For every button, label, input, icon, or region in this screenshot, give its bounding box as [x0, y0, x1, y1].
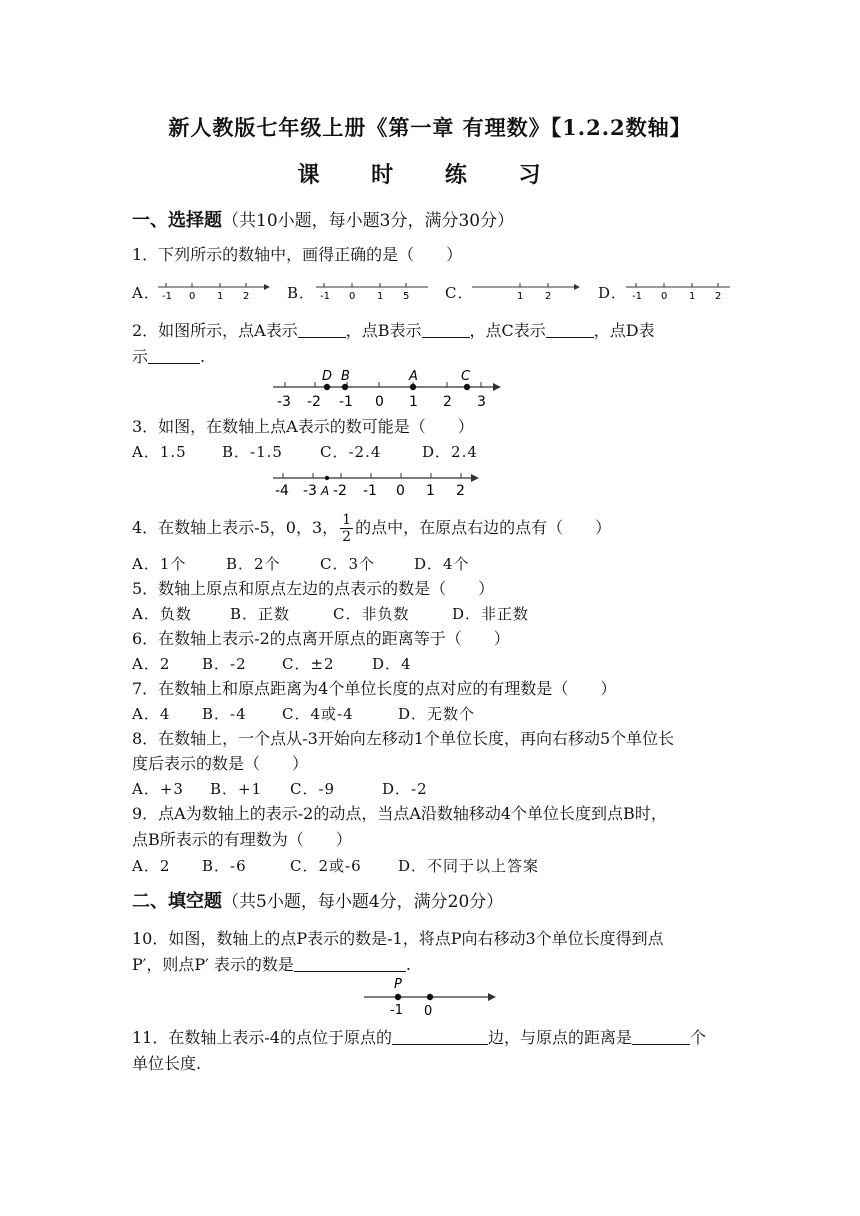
q3-tick-label: 1 [426, 483, 435, 499]
q11-text: 个 [689, 1028, 706, 1047]
section-note: （共5小题，每小题4分，满分20分） [222, 892, 504, 912]
q7-option-a: A．4 [132, 705, 171, 723]
q3-tick-label: -2 [333, 483, 347, 499]
q2-point-label: D [322, 369, 333, 384]
q4-option-c: C．3个 [320, 555, 376, 573]
q10-tick-label: -1 [390, 1003, 403, 1018]
q1d-tick-label: -1 [632, 291, 642, 302]
q4-text: 的点中，在原点右边的点有（ ） [355, 518, 612, 537]
q1-axis-c [470, 276, 582, 302]
q2-tick-label: 3 [477, 394, 486, 410]
question-2-line-1 [132, 320, 732, 342]
question-3: 3．如图，在数轴上点A表示的数可能是（ ） [132, 417, 474, 436]
section-note: （共10小题，每小题3分，满分30分） [222, 211, 515, 231]
q7-option-d: D．无数个 [398, 705, 476, 723]
q5-option-b: B．正数 [230, 605, 291, 623]
question-4 [132, 512, 732, 545]
q2-tick-label: 2 [443, 394, 452, 410]
question-11-line-2: 单位长度. [132, 1054, 202, 1073]
question-2-line-2 [132, 346, 732, 368]
q1d-tick-label: 2 [715, 291, 722, 302]
q11-text: 11．在数轴上表示-4的点位于原点的 [132, 1028, 392, 1047]
q2-point-label: C [461, 369, 471, 384]
question-6: 6．在数轴上表示-2的点离开原点的距离等于（ ） [132, 629, 510, 648]
q2-answer-blank-d[interactable] [148, 347, 200, 364]
q4-text: 4．在数轴上表示-5，0，3， [132, 518, 339, 537]
section-title: 一、选择题 [132, 210, 222, 231]
q6-option-d: D．4 [372, 655, 412, 673]
q3-tick-label: 0 [396, 483, 405, 499]
q1-axis-a [152, 276, 272, 302]
q9-option-c: C．2或-6 [290, 857, 362, 875]
q1d-tick-label: 1 [689, 291, 696, 302]
q3-tick-label: -3 [303, 483, 317, 499]
question-1: 1．下列所示的数轴中，画得正确的是（ ） [132, 245, 463, 264]
q4-option-d: D．4个 [414, 555, 470, 573]
q2-text: . [200, 347, 206, 366]
q4-fraction [340, 512, 353, 545]
fraction-denominator: 2 [342, 529, 352, 545]
page-title: 新人教版七年级上册《第一章 有理数》【1.2.2数轴】 [168, 115, 692, 140]
q1a-tick-label: 0 [189, 291, 196, 302]
q1b-tick-label: 5 [403, 291, 410, 302]
section-heading-choice [132, 206, 514, 232]
q1d-tick-label: 0 [661, 291, 668, 302]
question-9-line-1: 9．点A为数轴上的表示-2的动点，当点A沿数轴移动4个单位长度到点B时， [132, 804, 667, 823]
q1b-tick-label: -1 [320, 291, 330, 302]
q10-point-p [395, 994, 401, 1000]
q2-text: ，点B表示 [345, 321, 422, 340]
q10-text: P′，则点P′ 表示的数是 [132, 955, 294, 974]
question-10-line-2 [132, 954, 732, 976]
q3-option-d: D．2.4 [422, 443, 478, 461]
q10-number-line [360, 974, 500, 1018]
q1a-tick-label: 1 [217, 291, 224, 302]
q2-tick-label: -3 [277, 394, 291, 410]
q2-tick-label: -1 [339, 394, 353, 410]
q5-option-d: D．非正数 [452, 605, 530, 623]
q3-tick-label: 2 [456, 483, 465, 499]
q5-option-a: A．负数 [132, 605, 192, 623]
q6-option-b: B．-2 [202, 655, 247, 673]
q2-text: 2．如图所示，点A表示 [132, 321, 298, 340]
q9-option-d: D．不同于以上答案 [398, 857, 540, 875]
question-11-line-1 [132, 1027, 732, 1049]
q1-option-a-label: A． [132, 284, 160, 302]
page-subtitle: 课 时 练 习 [297, 162, 563, 188]
q1a-tick-label: 2 [243, 291, 250, 302]
q2-tick-label: 1 [409, 394, 418, 410]
q6-option-a: A．2 [132, 655, 171, 673]
q10-point-label: P [394, 977, 402, 992]
q7-option-c: C．4或-4 [282, 705, 354, 723]
q2-point-d [324, 384, 330, 390]
q10-text: . [405, 955, 411, 974]
q5-option-c: C．非负数 [333, 605, 410, 623]
q9-option-b: B．-6 [202, 857, 247, 875]
question-10-line-1: 10．如图，数轴上的点P表示的数是-1，将点P向右移动3个单位长度得到点 [132, 929, 664, 948]
q1b-tick-label: 0 [349, 291, 356, 302]
q10-tick-label: 0 [424, 1004, 433, 1018]
q1-axis-b [312, 276, 430, 302]
q1c-tick-label: 1 [517, 291, 524, 302]
q2-point-label: A [409, 369, 418, 384]
q8-option-b: B．+1 [210, 780, 263, 798]
q9-option-a: A．2 [132, 857, 171, 875]
fraction-numerator: 1 [342, 512, 352, 528]
q1-axis-d [622, 276, 734, 302]
q3-point-a [325, 476, 329, 480]
q4-option-a: A．1个 [132, 555, 187, 573]
q7-option-b: B．-4 [202, 705, 247, 723]
section-heading-fill [132, 887, 503, 913]
q2-tick-label: -2 [307, 394, 321, 410]
q1a-tick-label: -1 [162, 291, 172, 302]
q2-text: 示 [132, 347, 149, 366]
q3-number-line [265, 462, 485, 502]
q11-answer-blank-a[interactable] [392, 1028, 488, 1045]
q3-tick-label: -4 [275, 483, 289, 499]
q2-answer-blank-c[interactable] [546, 321, 594, 338]
q1-option-d-label: D． [598, 284, 628, 302]
question-9-line-2: 点B所表示的有理数为（ ） [132, 830, 352, 849]
q3-option-b: B．-1.5 [222, 443, 283, 461]
q11-answer-blank-b[interactable] [632, 1028, 690, 1045]
q3-tick-label: -1 [363, 483, 377, 499]
q2-text: ，点D表 [593, 321, 655, 340]
q2-number-line [265, 366, 505, 410]
q8-option-d: D．-2 [382, 780, 428, 798]
q1b-tick-label: 1 [377, 291, 384, 302]
q1c-tick-label: 2 [545, 291, 552, 302]
section-title: 二、填空题 [132, 891, 222, 912]
q2-point-b [342, 384, 348, 390]
q8-option-a: A．+3 [132, 780, 184, 798]
q3-option-a: A．1.5 [132, 443, 187, 461]
q3-point-label: A [321, 484, 330, 498]
q1-option-c-label: C． [445, 284, 474, 302]
q2-point-a [410, 384, 416, 390]
q4-option-b: B．2个 [226, 555, 281, 573]
q10-answer-blank[interactable] [294, 955, 406, 972]
q2-point-c [464, 384, 470, 390]
q6-option-c: C．±2 [282, 655, 335, 673]
q2-answer-blank-b[interactable] [422, 321, 470, 338]
q2-tick-label: 0 [375, 394, 384, 410]
q1-option-b-label: B． [287, 284, 316, 302]
q2-point-label: B [341, 369, 350, 384]
q8-option-c: C．-9 [290, 780, 336, 798]
question-7: 7．在数轴上和原点距离为4个单位长度的点对应的有理数是（ ） [132, 679, 617, 698]
q2-answer-blank-a[interactable] [298, 321, 346, 338]
question-8-line-1: 8．在数轴上，一个点从-3开始向左移动1个单位长度，再向右移动5个单位长 [132, 729, 675, 748]
q3-option-c: C．-2.4 [320, 443, 382, 461]
q11-text: 边，与原点的距离是 [487, 1028, 632, 1047]
question-5: 5．数轴上原点和原点左边的点表示的数是（ ） [132, 579, 495, 598]
question-8-line-2: 度后表示的数是（ ） [132, 754, 309, 773]
q10-origin-point [427, 994, 433, 1000]
q2-text: ，点C表示 [469, 321, 546, 340]
